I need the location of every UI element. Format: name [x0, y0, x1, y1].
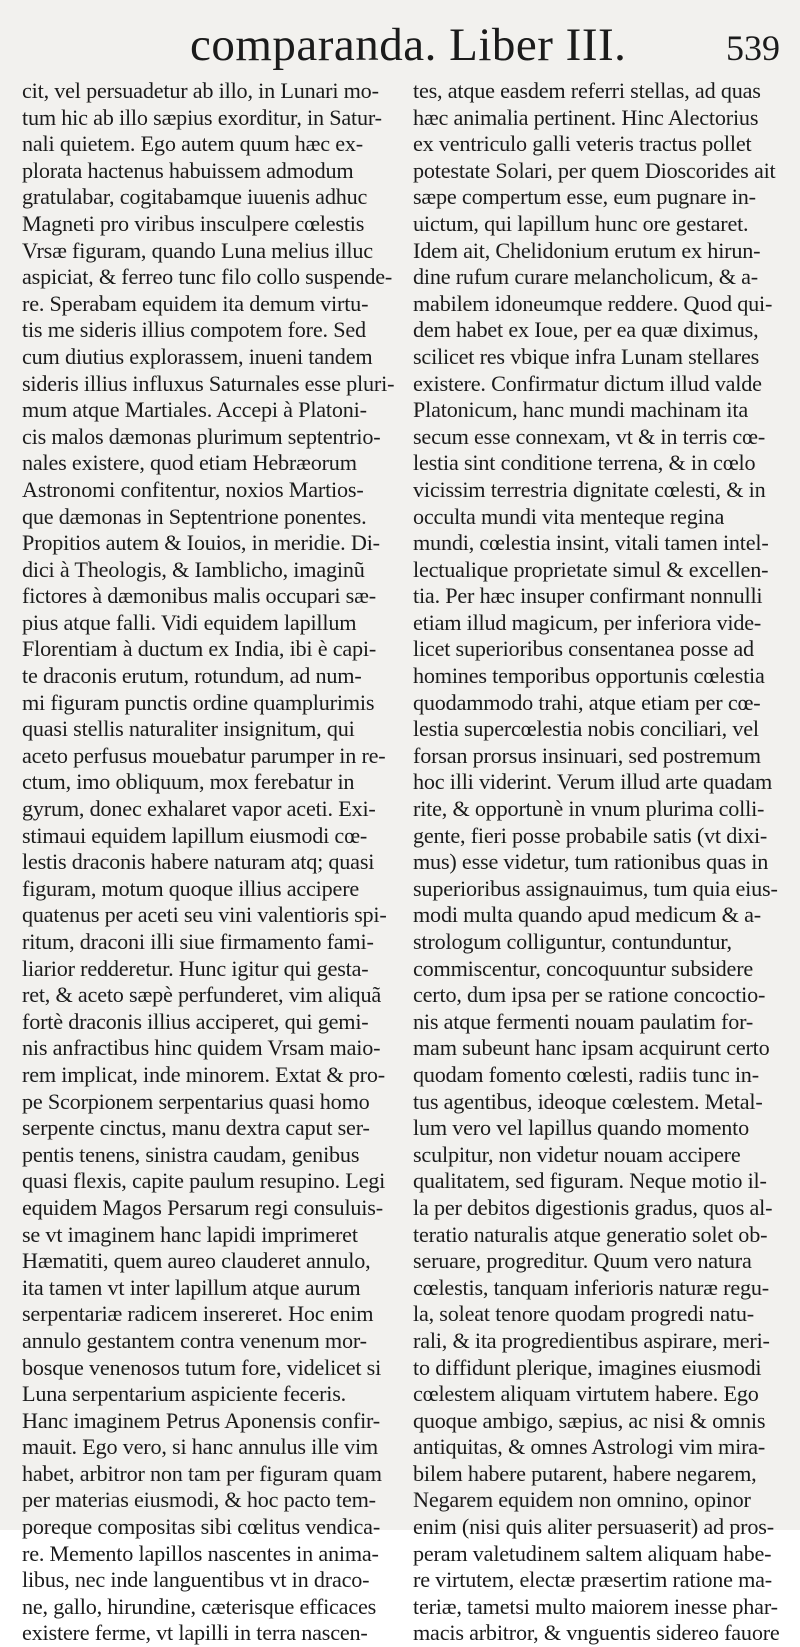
left-column-line: Astronomi confitentur, noxios Martios- [22, 476, 364, 502]
left-column-line: nali quietem. Ego autem quum hæc ex- [22, 131, 363, 157]
left-column-line: te draconis erutum, rotundum, ad num- [22, 663, 362, 689]
right-column-line: cœlestis, tanquam inferioris naturæ regu- [413, 1274, 769, 1300]
right-column-line: antiquitas, & omnes Astrologi vim mira- [413, 1434, 766, 1460]
right-column-line: seruare, progreditur. Quum vero natura [413, 1248, 752, 1274]
left-column-line: pentis tenens, sinistra caudam, genibus [22, 1141, 360, 1167]
left-column-line: ita tamen vt inter lapillum atque aurum [22, 1274, 361, 1300]
left-column-line: Hanc imaginem Petrus Aponensis confir- [22, 1407, 380, 1433]
page-header [0, 20, 800, 80]
left-column-line: tis me sideris illius compotem fore. Sed [22, 317, 366, 343]
right-column-line: tia. Per hæc insuper confirmant nonnulli [413, 583, 763, 609]
left-column-line: Hæmatiti, quem aureo clauderet annulo, [22, 1248, 371, 1274]
right-column-line: strologum colliguntur, contunduntur, [413, 929, 732, 954]
right-column-line: occulta mundi vita menteque regina [413, 503, 725, 529]
right-column-line: lestia sint conditione terrena, & in cœlo [413, 450, 756, 476]
left-column-line: aspiciat, & ferreo tunc filo collo suspende- [22, 264, 393, 290]
right-column-line: lectualique proprietate simul & excellen- [413, 556, 769, 582]
right-column-line: existere. Confirmatur dictum illud valde [413, 370, 762, 396]
right-column-line: Platonicum, hanc mundi machinam ita [413, 397, 748, 423]
left-column-line: fortè draconis illius acciperet, qui gemi- [22, 1008, 369, 1034]
left-column-line: libus, nec inde languentibus vt in draco- [22, 1567, 370, 1593]
left-column-line: aceto perfusus mouebatur parumper in re- [22, 742, 386, 768]
left-column-line: annulo gestantem contra venenum mor- [22, 1327, 367, 1353]
right-column-line: bilem habere putarent, habere negarem, [413, 1460, 757, 1486]
right-column-line: homines temporibus opportunis cœlestia [413, 663, 765, 689]
right-column-line: lestia supercœlestia nobis conciliari, vel [413, 716, 759, 742]
right-column-line: tes, atque easdem referri stellas, ad quas [413, 78, 761, 103]
right-column-line: superioribus assignauimus, tum quia eius- [413, 875, 778, 901]
right-column-line: modi multa quando apud medicum & a- [413, 902, 761, 928]
right-column-line: forsan prorsus insinuari, sed postremum [413, 742, 761, 768]
left-column-line: pe Scorpionem serpentarius quasi homo [22, 1088, 370, 1114]
right-column-line: lum vero vel lapillus quando momento [413, 1115, 750, 1141]
left-text-column [22, 78, 410, 1647]
left-column-line: nis anfractibus hinc quidem Vrsam maio- [22, 1035, 381, 1061]
left-column-line: gratulabar, cogitabamque iuuenis adhuc [22, 184, 368, 210]
left-column-line: serpentariæ radicem insereret. Hoc enim [22, 1301, 374, 1327]
right-column-line: vicissim terrestria dignitate cœlesti, & in [413, 476, 766, 502]
right-column-line: rali, & ita progredientibus aspirare, meri- [413, 1327, 770, 1353]
right-column-line: mus) esse videtur, tum rationibus quas in [413, 849, 769, 875]
right-column-line: to diffidunt plerique, imagines eiusmodi [413, 1354, 762, 1380]
left-column-line: sideris illius influxus Saturnales esse pluri- [22, 370, 395, 396]
right-column-line: nis atque fermenti nouam paulatim for- [413, 1008, 754, 1034]
right-column-line: hoc illi viderint. Verum illud arte quadam [413, 769, 773, 795]
right-column-line: quodam fomento cœlesti, radiis tunc in- [413, 1061, 759, 1087]
left-column-line: quasi flexis, capite paulum resupino. Legi [22, 1168, 386, 1194]
left-column-line: Magneti pro viribus insculpere cœlestis [22, 210, 365, 236]
right-column-line: la, soleat tenore quodam progredi natu- [413, 1301, 754, 1327]
left-column-line: poreque compositas sibi cœlitus vendica- [22, 1514, 381, 1540]
right-column-line: Idem ait, Chelidonium erutum ex hirun- [413, 237, 761, 263]
left-column-line: que dæmonas in Septentrione ponentes. [22, 503, 367, 529]
running-title: comparanda. Liber III. [190, 19, 627, 71]
right-column-line: mabilem idoneumque reddere. Quod qui- [413, 290, 773, 316]
left-column-line: Propitios autem & Iouios, in meridie. Di- [22, 530, 380, 556]
page-number: 539 [726, 28, 780, 68]
right-column-line: rite, & opportunè in vnum plurima colli- [413, 796, 765, 822]
left-column-line: ctum, imo obliquum, mox ferebatur in [22, 769, 355, 795]
left-column-line: figuram, motum quoque illius accipere [22, 875, 360, 901]
right-column-line: tus agentibus, ideoque cœlestem. Metal- [413, 1088, 763, 1114]
left-column-line: Vrsæ figuram, quando Luna melius illuc [22, 237, 373, 263]
left-column-line: gyrum, donec exhalaret vapor aceti. Exi- [22, 796, 376, 822]
left-column-line: tum hic ab illo sæpius exorditur, in Satur- [22, 104, 382, 130]
right-column-line: hæc animalia pertinent. Hinc Alectorius [413, 104, 759, 130]
left-column-line: quasi stellis naturaliter insignitum, qui [22, 716, 355, 742]
right-column-line: gente, fieri posse probabile satis (vt dixi- [413, 822, 768, 848]
left-column-line: nales existere, quod etiam Hebræorum [22, 450, 357, 476]
left-column-line: dici à Theologis, & Iamblicho, imaginũ [22, 556, 365, 582]
left-column-line: se vt imaginem hanc lapidi imprimeret [22, 1221, 358, 1247]
right-column-line: uictum, qui lapillum hunc ore gestaret. [413, 210, 749, 236]
right-column-line: etiam illud magicum, per inferiora vide- [413, 609, 762, 635]
right-column-line: cœlestem aliquam virtutem habere. Ego [413, 1381, 759, 1407]
left-column-line: liarior redderetur. Hunc igitur qui gesta- [22, 955, 369, 981]
right-column-line: scilicet res vbique infra Lunam stellares [413, 343, 760, 369]
right-column-line: teriæ, tametsi multo maiorem inesse phar- [413, 1593, 778, 1619]
left-column-line: plorata hactenus habuissem admodum [22, 157, 354, 183]
right-column-line: mam subeunt hanc ipsam acquirunt certo [413, 1035, 770, 1061]
left-column-line: ritum, draconi illi siue firmamento fami- [22, 929, 374, 954]
right-column-line: potestate Solari, per quem Dioscorides ait [413, 157, 776, 183]
left-column-line: re. Sperabam equidem ita demum virtu- [22, 290, 369, 316]
left-column-line: stimaui equidem lapillum eiusmodi cœ- [22, 822, 368, 848]
left-column-line: Luna serpentarium aspiciente feceris. [22, 1381, 347, 1407]
left-column-line: lestis draconis habere naturam atq; quasi [22, 849, 375, 875]
left-column-line: mi figuram punctis ordine quamplurimis [22, 689, 375, 715]
right-column-line: licet superioribus consentanea posse ad [413, 636, 754, 662]
left-column-line: existere ferme, vt lapilli in terra nascen- [22, 1620, 368, 1646]
right-column-line: secum esse connexam, vt & in terris cœ- [413, 423, 766, 449]
right-column-line: enim (nisi quis aliter persuaserit) ad pros- [413, 1514, 774, 1540]
right-column-line: dine rufum curare melancholicum, & a- [413, 264, 758, 290]
left-column-line: Florentiam à ductum ex India, ibi è capi- [22, 636, 377, 662]
right-column-line: teratio naturalis atque generatio solet ob- [413, 1221, 768, 1247]
right-column-line: ex ventriculo galli veteris tractus pollet [413, 131, 752, 157]
right-column-line: dem habet ex Ioue, per ea quæ diximus, [413, 317, 759, 343]
left-column-line: fictores à dæmonibus malis occupari sæ- [22, 583, 376, 609]
left-column-line: cit, vel persuadetur ab illo, in Lunari mo- [22, 78, 379, 103]
right-column-line: certo, dum ipsa per se ratione concoctio- [413, 982, 766, 1008]
left-column-line: ret, & aceto sæpè perfunderet, vim aliquã [22, 982, 381, 1008]
left-column-line: mauit. Ego vero, si hanc annulus ille vim [22, 1434, 378, 1460]
right-column-line: Negarem equidem non omnino, opinor [413, 1487, 751, 1513]
left-column-line: ne, gallo, hirundine, cæterisque efficaces [22, 1593, 377, 1619]
left-column-line: serpente cinctus, manu dextra caput ser- [22, 1115, 370, 1141]
left-column-line: per materias eiusmodi, & hoc pacto tem- [22, 1487, 376, 1513]
left-column-line: re. Memento lapillos nascentes in anima- [22, 1540, 379, 1566]
left-column-line: cis malos dæmonas plurimum septentrio- [22, 423, 381, 449]
right-column-line: la per debitos digestionis gradus, quos al- [413, 1194, 773, 1220]
left-column-line: quatenus per aceti seu vini valentioris spi- [22, 902, 387, 928]
right-text-column [413, 78, 800, 1647]
left-column-line: bosque venenosos tutum fore, videlicet si [22, 1354, 382, 1380]
left-column-line: rem implicat, inde minorem. Extat & pro- [22, 1061, 385, 1087]
left-column-line: cum diutius explorassem, inueni tandem [22, 343, 373, 369]
right-column-line: sculpitur, non videtur nouam accipere [413, 1141, 741, 1167]
right-column-line: mundi, cœlestia insint, vitali tamen intel- [413, 530, 769, 556]
right-column-line: sæpe compertum esse, eum pugnare in- [413, 184, 756, 210]
right-column-line: commiscentur, concoquuntur subsidere [413, 955, 754, 981]
right-column-line: re virtutem, electæ præsertim ratione ma- [413, 1567, 772, 1593]
left-column-line: habet, arbitror non tam per figuram quam [22, 1460, 382, 1486]
right-column-line: peram valetudinem saltem aliquam habe- [413, 1540, 772, 1566]
right-column-line: qualitatem, sed figuram. Neque motio il- [413, 1168, 767, 1194]
right-column-line: macis arbitror, & vnguentis sidereo fauore [413, 1620, 780, 1646]
left-column-line: pius atque falli. Vidi equidem lapillum [22, 609, 357, 635]
right-column-line: quoque ambigo, sæpius, ac nisi & omnis [413, 1407, 766, 1433]
right-column-line: quodammodo trahi, atque etiam per cœ- [413, 689, 761, 715]
left-column-line: equidem Magos Persarum regi consuluis- [22, 1194, 383, 1220]
left-column-line: mum atque Martiales. Accepi à Platoni- [22, 397, 367, 423]
